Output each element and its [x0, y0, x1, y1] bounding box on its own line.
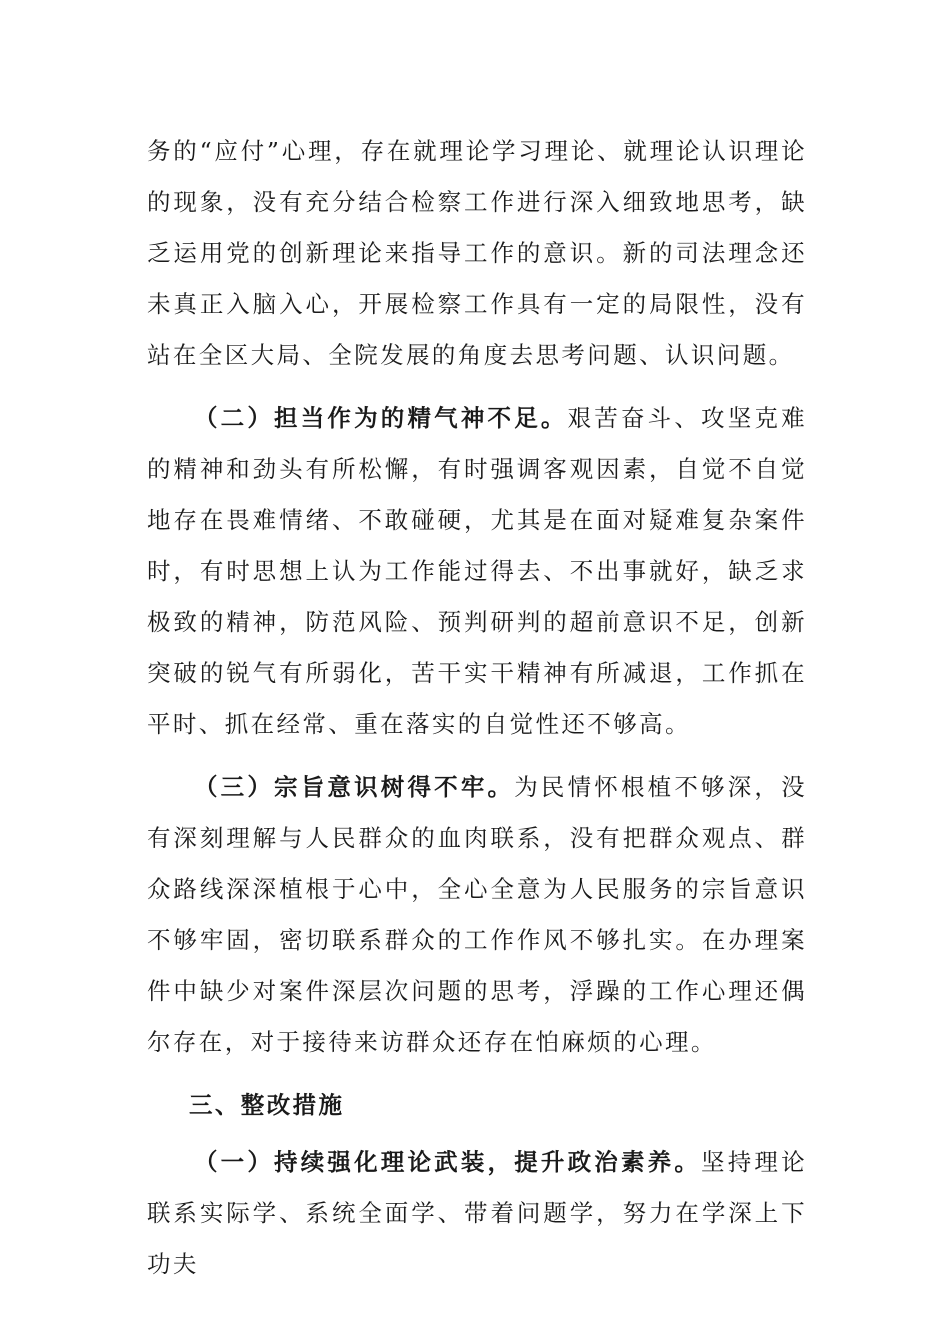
- paragraph-spirit: [147, 393, 807, 750]
- section-heading: 三、整改措施: [189, 1091, 345, 1119]
- paragraph-text: 坚持理论联系实际学、系统全面学、带着问题学，努力在学深上下功夫: [147, 1148, 807, 1278]
- paragraph-continued: [147, 126, 807, 381]
- paragraph-heading: （三）宗旨意识树得不牢。: [194, 773, 515, 801]
- document-page: [147, 126, 807, 1302]
- paragraph-heading: （二）担当作为的精气神不足。: [194, 404, 568, 432]
- paragraph-measure-1: [147, 1137, 807, 1290]
- paragraph-text: 为民情怀根植不够深，没有深刻理解与人民群众的血肉联系，没有把群众观点、群众路线深深植根于心中，全心全意为人民服务的宗旨意识不够牢固，密切联系群众的工作作风不够扎实。在办理案件中缺少对案件深层次问题的思考，浮躁的工作心理还偶尔存在，对于接待来访群众还存在怕麻烦的心理。: [147, 773, 807, 1056]
- paragraph-text: 务的“应付”心理，存在就理论学习理论、就理论认识理论的现象，没有充分结合检察工作进行深入细致地思考，缺乏运用党的创新理论来指导工作的意识。新的司法理念还未真正入脑入心，开展检察工作具有一定的局限性，没有站在全区大局、全院发展的角度去思考问题、认识问题。: [147, 137, 807, 369]
- paragraph-heading: （一）持续强化理论武装，提升政治素养。: [194, 1148, 702, 1176]
- paragraph-purpose: [147, 762, 807, 1068]
- paragraph-text: 艰苦奋斗、攻坚克难的精神和劲头有所松懈，有时强调客观因素，自觉不自觉地存在畏难情绪、不敢碰硬，尤其是在面对疑难复杂案件时，有时思想上认为工作能过得去、不出事就好，缺乏求极致的精神，防范风险、预判研判的超前意识不足，创新突破的锐气有所弱化，苦干实干精神有所减退，工作抓在平时、抓在经常、重在落实的自觉性还不够高。: [147, 404, 807, 738]
